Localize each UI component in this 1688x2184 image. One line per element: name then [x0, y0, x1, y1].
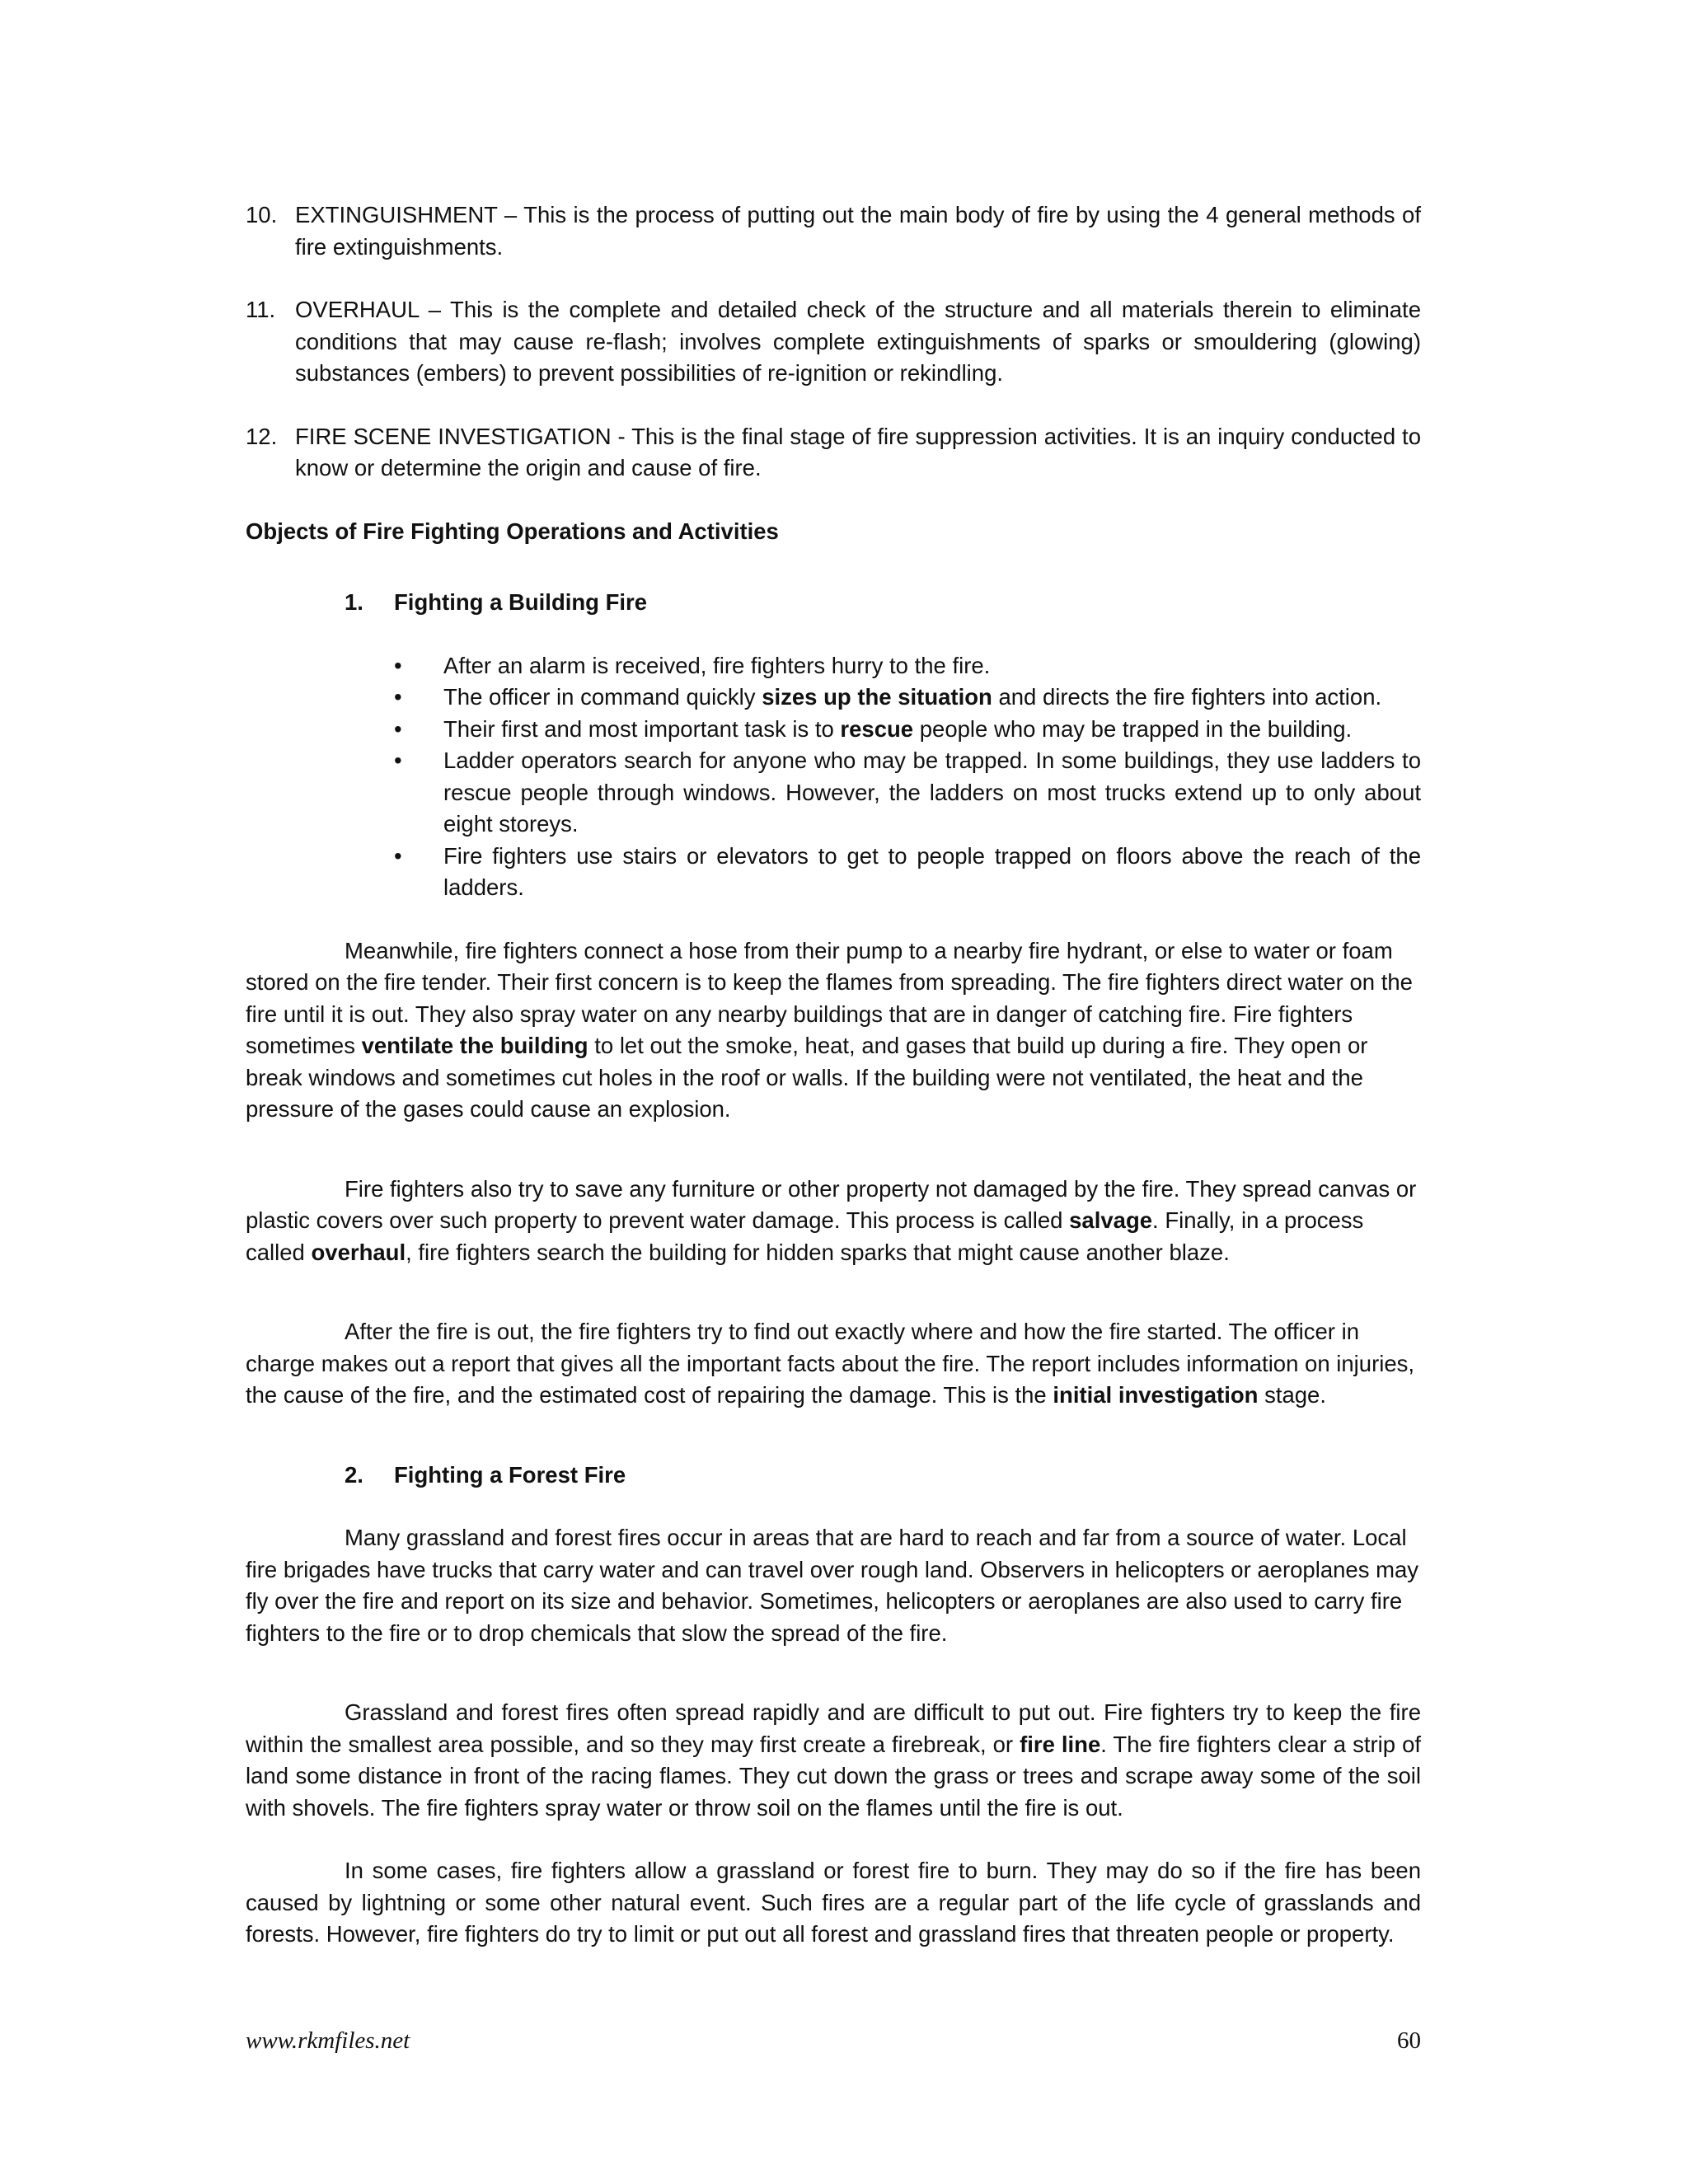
subheading-building-fire — [345, 587, 1421, 619]
paragraph-text: Fire fighters also try to save any furniture or other property not damaged by the fire. They spread canvas or plastic covers over such property to prevent water damage. This process is called — [246, 1175, 1417, 1233]
subheading-title: Fighting a Forest Fire — [394, 1461, 626, 1488]
bullet-item — [394, 650, 1421, 682]
bullet-text: The officer in command quickly — [443, 684, 762, 710]
bullet-list — [394, 650, 1421, 904]
paragraph-text: to let out the smoke, heat, and gases that build up during a fire. They open or break windows and sometimes cut holes in the roof or walls. If the building were not ventilated, the heat and the pressure of the gases could cause an explosion. — [246, 1033, 1368, 1122]
bold-term: initial investigation — [1053, 1382, 1259, 1408]
paragraph-grassland-fires: Many grassland and forest fires occur in areas that are hard to reach and far from a source of water. Local fire brigades have trucks that carry water and can travel over rough land. Observers in helicopters or aeroplanes may fly over the fire and report on its size and behavior. Sometimes, helicopters or aeroplanes are also used to carry fire fighters to the fire or to drop chemicals that slow the spread of the fire. — [246, 1525, 1419, 1646]
paragraph-text: . Finally, in a process called — [246, 1207, 1364, 1265]
bullet-text: After an alarm is received, fire fighters hurry to the fire. — [443, 652, 991, 678]
list-number: 10. — [246, 202, 278, 227]
list-text: EXTINGUISHMENT – This is the process of putting out the main body of fire by using the 4 general methods of fire extinguishments. — [295, 202, 1421, 260]
bold-term: salvage — [1069, 1207, 1153, 1233]
subheading-title: Fighting a Building Fire — [394, 589, 648, 615]
bullet-marker: • — [394, 842, 402, 869]
bold-term: sizes up the situation — [762, 684, 992, 710]
page-number: 60 — [1397, 2027, 1421, 2054]
bold-term: overhaul — [311, 1239, 406, 1265]
bullet-item — [394, 841, 1421, 904]
section-heading: Objects of Fire Fighting Operations and Activities — [246, 518, 779, 544]
bullet-text: Fire fighters use stairs or elevators to get to people trapped on floors above the reach of the ladders. — [443, 842, 1421, 900]
bullet-marker: • — [394, 715, 402, 742]
bullet-text: and directs the fire fighters into action. — [992, 684, 1382, 710]
list-number: 11. — [246, 297, 276, 322]
paragraph-text: Meanwhile, fire fighters connect a hose from their pump to a nearby fire hydrant, or else to water or foam stored on the fire tender. Their first concern is to keep the flames from spreading. The fire fighters direct water on the fire until it is out. They also spray water on any nearby buildings that are in danger of catching fire. Fire fighters sometimes — [246, 937, 1413, 1058]
bullet-item — [394, 682, 1421, 714]
bullet-marker: • — [394, 652, 402, 678]
paragraph-fire-line — [246, 1697, 1421, 1824]
paragraph-investigation — [246, 1316, 1421, 1412]
bold-term: ventilate the building — [361, 1033, 588, 1058]
paragraph-text: After the fire is out, the fire fighters try to find out exactly where and how the fire started. The officer in charge makes out a report that gives all the important facts about the fire. The report includes information on injuries, the cause of the fire, and the estimated cost of repairing the damage. This is the — [246, 1319, 1415, 1408]
paragraph-meanwhile — [246, 935, 1421, 1126]
bold-term: rescue — [840, 715, 914, 742]
paragraph-text: . The fire fighters clear a strip of land some distance in front of the racing flames. They cut down the grass or trees and scrape away some of the soil with shovels. The fire fighters spray water or throw soil on the flames until the fire is out. — [246, 1731, 1422, 1821]
paragraph-allow-burn: In some cases, fire fighters allow a grassland or forest fire to burn. They may do so if the fire has been caused by lightning or some other natural event. Such fires are a regular part of the life cycle of grasslands and forests. However, fire fighters do try to limit or put out all forest and grassland fires that threaten people or property. — [246, 1858, 1421, 1947]
subheading-forest-fire — [345, 1460, 1421, 1492]
bullet-item — [394, 714, 1421, 746]
bullet-marker: • — [394, 684, 402, 710]
footer-website: www.rkmfiles.net — [246, 2027, 410, 2054]
page-content — [246, 199, 1421, 1951]
bullet-marker: • — [394, 748, 402, 773]
list-text: FIRE SCENE INVESTIGATION - This is the final stage of fire suppression activities. It is an inquiry conducted to know or determine the origin and cause of fire. — [295, 423, 1421, 480]
paragraph-text: stage. — [1258, 1382, 1326, 1408]
paragraph-salvage — [246, 1174, 1421, 1269]
bold-term: fire line — [1020, 1731, 1101, 1757]
paragraph-text: , fire fighters search the building for hidden sparks that might cause another blaze. — [406, 1239, 1230, 1265]
list-item-extinguishment — [246, 199, 1421, 263]
bullet-text: people who may be trapped in the building. — [913, 715, 1353, 742]
list-text: OVERHAUL – This is the complete and detailed check of the structure and all materials therein to eliminate conditions that may cause re-flash; involves complete extinguishments of sparks or smouldering (glowing) substances (embers) to prevent possibilities of re-ignition or rekindling. — [295, 297, 1421, 386]
subheading-number: 2. — [345, 1461, 363, 1488]
list-item-fire-scene-investigation — [246, 421, 1421, 485]
bullet-text: Ladder operators search for anyone who may be trapped. In some buildings, they use ladders to rescue people through windows. However, the ladders on most trucks extend up to only about eight storeys. — [443, 748, 1421, 837]
list-item-overhaul — [246, 294, 1421, 390]
bullet-item — [394, 745, 1421, 841]
subheading-number: 1. — [345, 589, 363, 615]
list-number: 12. — [246, 423, 278, 449]
paragraph-text: Grassland and forest fires often spread rapidly and are difficult to put out. Fire fighters try to keep the fire within the smallest area possible, and so they may first create a firebreak, or — [246, 1699, 1421, 1757]
bullet-text: Their first and most important task is to — [443, 715, 841, 742]
